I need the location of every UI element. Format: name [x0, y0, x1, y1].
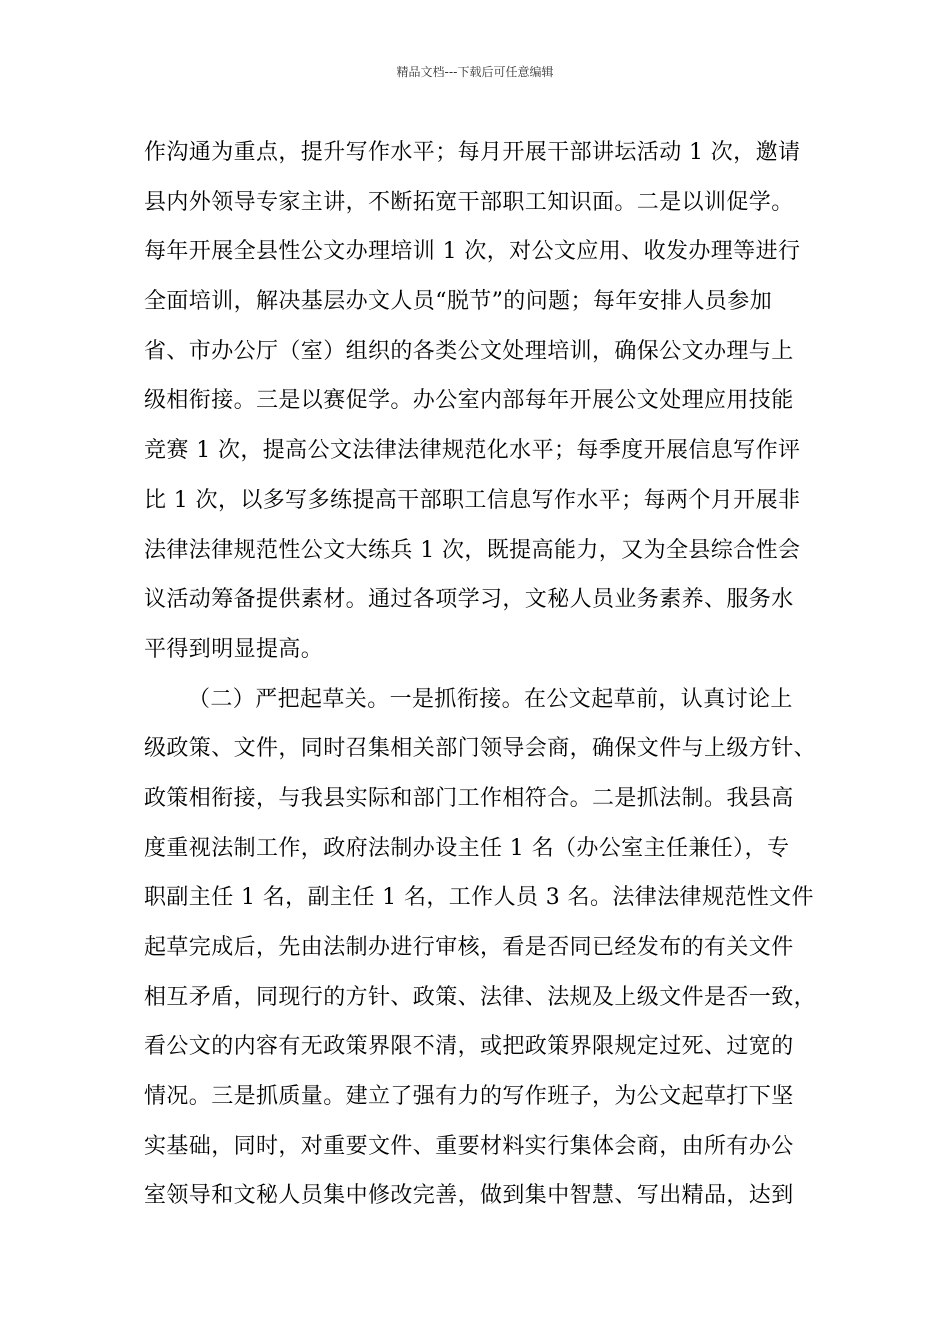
text-line: 相互矛盾，同现行的方针、政策、法律、法规及上级文件是否一致， — [144, 984, 817, 1010]
text-line: 法律法律规范性公文大练兵 1 次，既提高能力，又为全县综合性会 — [144, 537, 801, 563]
text-line: 省、市办公厅（室）组织的各类公文处理培训，确保公文办理与上 — [144, 338, 794, 364]
text-line: 每年开展全县性公文办理培训 1 次，对公文应用、收发办理等进行 — [144, 239, 801, 265]
text-line: 全面培训，解决基层办文人员“脱节”的问题；每年安排人员参加 — [144, 289, 773, 315]
page-header: 精品文档---下载后可任意编辑 — [396, 65, 554, 79]
paragraph-2 — [144, 675, 817, 1222]
text-line: 起草完成后，先由法制办进行审核，看是否同已经发布的有关文件 — [144, 935, 794, 960]
text-line: 政策相衔接，与我县实际和部门工作相符合。二是抓法制。我县高 — [144, 785, 794, 811]
text-line: 级政策、文件，同时召集相关部门领导会商，确保文件与上级方针、 — [144, 736, 817, 762]
paragraph-1 — [144, 128, 812, 675]
text-line: 竞赛 1 次，提高公文法律法律规范化水平；每季度开展信息写作评 — [144, 438, 801, 464]
text-line: 室领导和文秘人员集中修改完善，做到集中智慧、写出精品，达到 — [144, 1183, 794, 1209]
text-line: 看公文的内容有无政策界限不清，或把政策界限规定过死、过宽的 — [144, 1034, 794, 1060]
text-line: 县内外领导专家主讲，不断拓宽干部职工知识面。二是以训促学。 — [144, 189, 794, 215]
text-line: 级相衔接。三是以赛促学。办公室内部每年开展公文处理应用技能 — [144, 388, 794, 414]
text-line: 情况。三是抓质量。建立了强有力的写作班子，为公文起草打下坚 — [144, 1084, 794, 1110]
text-line: 比 1 次，以多写多练提高干部职工信息写作水平；每两个月开展非 — [144, 487, 801, 513]
text-line: 实基础，同时，对重要文件、重要材料实行集体会商，由所有办公 — [144, 1133, 794, 1159]
text-line: 议活动筹备提供素材。通过各项学习，文秘人员业务素养、服务水 — [144, 587, 794, 613]
text-line: （二）严把起草关。一是抓衔接。在公文起草前，认真讨论上 — [188, 686, 793, 712]
document-body — [144, 128, 817, 1221]
text-line: 度重视法制工作，政府法制办设主任 1 名（办公室主任兼任），专 — [144, 835, 790, 861]
text-line: 作沟通为重点，提升写作水平；每月开展干部讲坛活动 1 次，邀请 — [144, 140, 801, 165]
text-line: 职副主任 1 名，副主任 1 名，工作人员 3 名。法律法律规范性文件 — [144, 885, 814, 911]
text-line: 平得到明显提高。 — [144, 636, 324, 662]
